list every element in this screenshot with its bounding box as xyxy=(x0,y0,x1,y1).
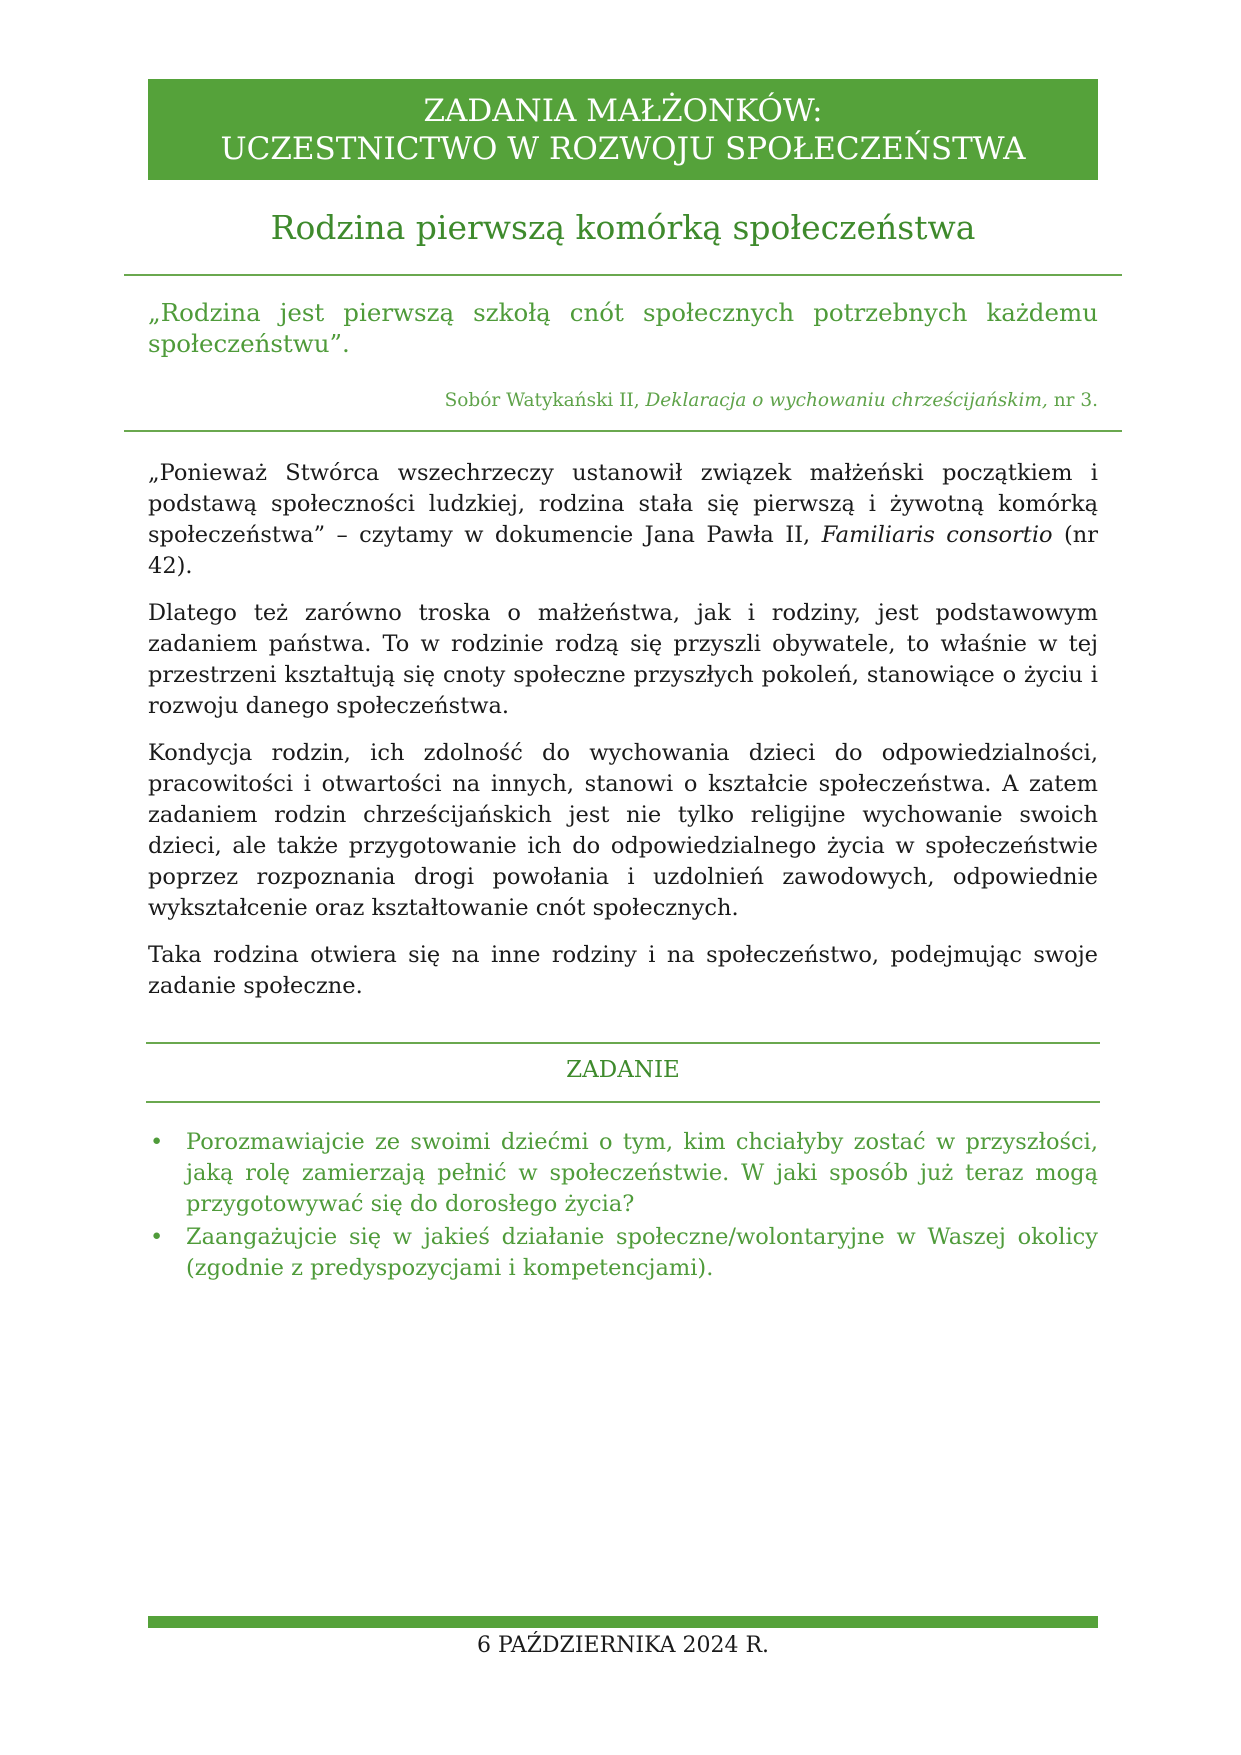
title-line-2: UCZESTNICTWO W ROZWOJU SPOŁECZEŃSTWA xyxy=(220,130,1026,167)
divider-task-bottom xyxy=(146,1101,1100,1103)
task-item-text: Zaangażujcie się w jakieś działanie społeczne/wolontaryjne w Waszej okolicy (zgodnie z predyspozycjami i kompetencjami). xyxy=(186,1224,1098,1281)
source-prefix: Sobór Watykański II, xyxy=(444,390,640,411)
bullet-icon: • xyxy=(150,1224,164,1250)
task-item-text: Porozmawiajcie ze swoimi dziećmi o tym, kim chciałyby zostać w przyszłości, jaką rolę zamierzają pełnić w społeczeństwie. W jaki sposób już teraz mogą przygotowywać się do dorosłego życia? xyxy=(186,1129,1098,1217)
bullet-icon: • xyxy=(150,1129,164,1155)
paragraph-4: Taka rodzina otwiera się na inne rodziny i na społeczeństwo, podejmując swoje zadanie społeczne. xyxy=(148,942,1098,999)
list-item xyxy=(148,1127,1098,1220)
paragraph-3: Kondycja rodzin, ich zdolność do wychowania dzieci do odpowiedzialności, pracowitości i otwartości na innych, stanowi o kształcie społeczeństwa. A zatem zadaniem rodzin chrześcijańskich jest nie tylko religijne wychowanie swoich dzieci, ale także przygotowanie ich do odpowiedzialnego życia w społeczeństwie poprzez rozpoznania drogi powołania i uzdolnień zawodowych, odpowiednie wykształcenie oraz kształtowanie cnót społecznych. xyxy=(148,740,1098,921)
task-list xyxy=(148,1127,1098,1286)
divider-task-top xyxy=(146,1042,1100,1044)
list-item xyxy=(148,1222,1098,1284)
footer-date: 6 PAŹDZIERNIKA 2024 R. xyxy=(476,1633,770,1658)
quote-source xyxy=(148,388,1098,414)
task-heading: ZADANIE xyxy=(566,1057,680,1083)
paragraph-2: Dlatego też zarówno troska o małżeństwa, jak i rodziny, jest podstawowym zadaniem państwa. To w rodzinie rodzą się przyszli obywatele, to właśnie w tej przestrzeni kształtują się cnoty społeczne przyszłych pokoleń, stanowiące o życiu i rozwoju danego społeczeństwa. xyxy=(148,600,1098,719)
divider-top xyxy=(124,274,1122,276)
page-subtitle: Rodzina pierwszą komórką społeczeństwa xyxy=(270,208,976,247)
source-suffix: nr 3. xyxy=(1053,390,1098,411)
source-title: Deklaracja o wychowaniu chrześcijańskim, xyxy=(645,390,1048,411)
footer-bar xyxy=(148,1616,1098,1628)
document-title: Familiaris consortio xyxy=(821,522,1053,548)
divider-quote-bottom xyxy=(124,430,1122,432)
paragraph-1-ref: (nr 42). xyxy=(148,522,1099,579)
main-text xyxy=(148,458,1098,1018)
epigraph-quote: „Rodzina jest pierwszą szkołą cnót społecznych potrzebnych każdemu społeczeństwu”. xyxy=(148,298,1098,358)
title-banner xyxy=(148,79,1098,180)
title-line-1: ZADANIA MAŁŻONKÓW: xyxy=(423,92,823,129)
paragraph-1-text: „Ponieważ Stwórca wszechrzeczy ustanowił związek małżeński początkiem i podstawą społeczności ludzkiej, rodzina stała się pierwszą i żywotną komórką społeczeństwa” – czytamy w dokumencie Jana Pawła II, xyxy=(148,460,1098,548)
paragraph-1 xyxy=(148,458,1098,582)
